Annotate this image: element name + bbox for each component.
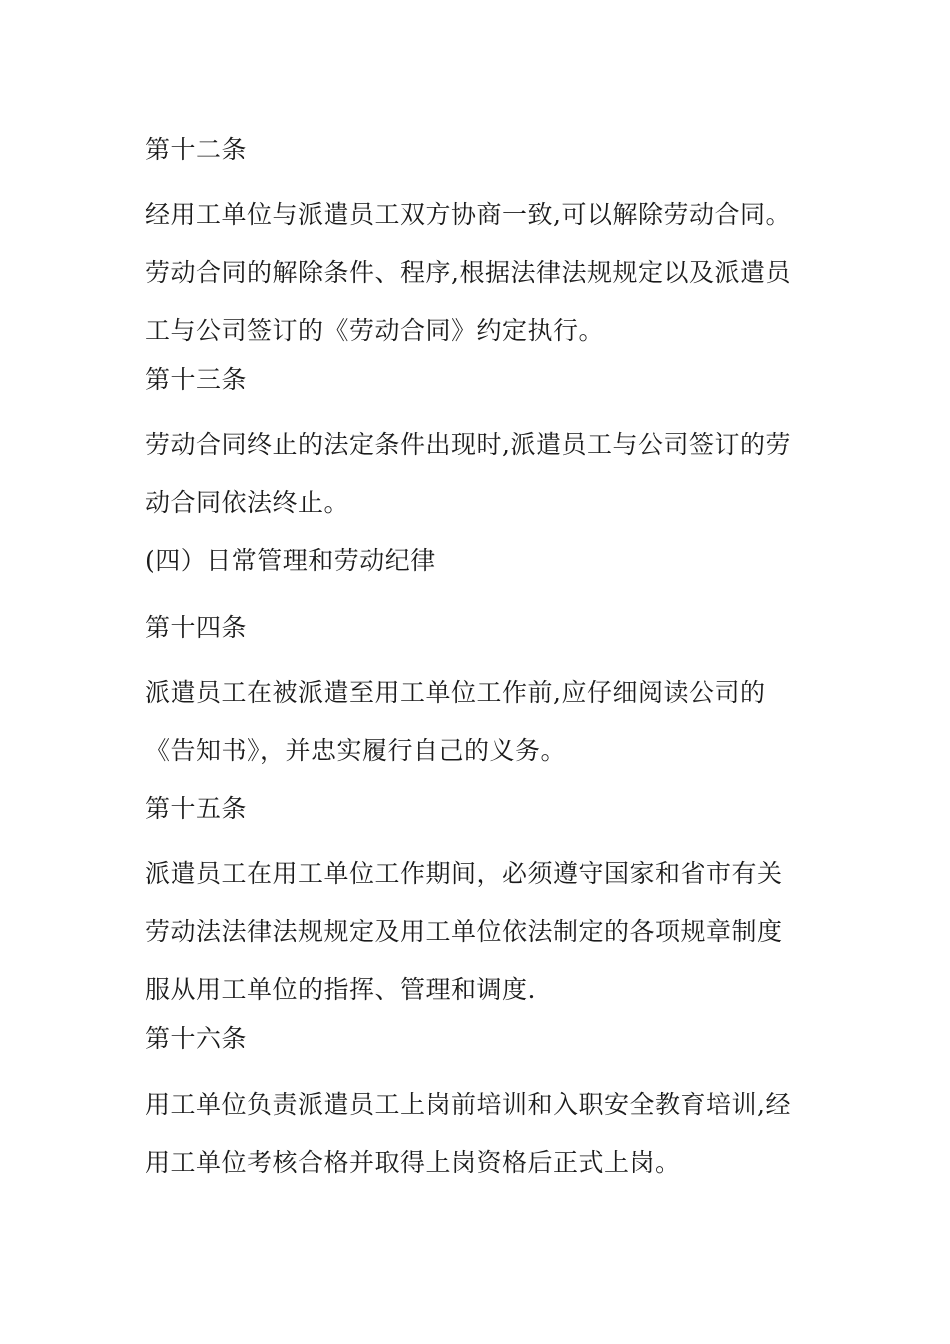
article-14-heading: [145, 599, 815, 657]
text-line: 工与公司签订的《劳动合同》约定执行。: [145, 316, 605, 345]
article-16-heading: [145, 1010, 815, 1068]
text-line: 第十四条: [145, 613, 248, 642]
text-line: 用工单位负责派遣员工上岗前培训和入职安全教育培训,经: [145, 1090, 791, 1119]
text-line: 劳动法法律法规规定及用工单位依法制定的各项规章制度: [145, 917, 783, 946]
text-line: 派遣员工在被派遣至用工单位工作前,应仔细阅读公司的: [145, 678, 766, 707]
text-line: 《告知书》，并忠实履行自己的义务。: [145, 736, 567, 765]
article-12-paragraph: [145, 186, 815, 360]
article-13-paragraph: [145, 416, 815, 532]
text-line: 第十三条: [145, 365, 248, 394]
text-line: 劳动合同终止的法定条件出现时,派遣员工与公司签订的劳: [145, 430, 791, 459]
article-16-paragraph: [145, 1076, 815, 1192]
article-15-paragraph: [145, 845, 815, 1019]
text-line: 第十二条: [145, 135, 248, 164]
text-line: 劳动合同的解除条件、程序,根据法律法规规定以及派遣员: [145, 258, 791, 287]
text-line: 经用工单位与派遣员工双方协商一致,可以解除劳动合同。: [145, 200, 791, 229]
section-4-heading: [145, 532, 815, 590]
text-line: 第十五条: [145, 794, 248, 823]
article-15-heading: [145, 780, 815, 838]
text-line: 用工单位考核合格并取得上岗资格后正式上岗。: [145, 1148, 681, 1177]
text-line: 派遣员工在用工单位工作期间，必须遵守国家和省市有关: [145, 859, 783, 888]
text-line: (四）日常管理和劳动纪律: [145, 546, 436, 575]
article-13-heading: [145, 351, 815, 409]
article-14-paragraph: [145, 664, 815, 780]
article-12-heading: [145, 121, 815, 179]
text-line: 服从用工单位的指挥、管理和调度.: [145, 975, 536, 1004]
text-line: 第十六条: [145, 1024, 248, 1053]
text-line: 动合同依法终止。: [145, 488, 350, 517]
